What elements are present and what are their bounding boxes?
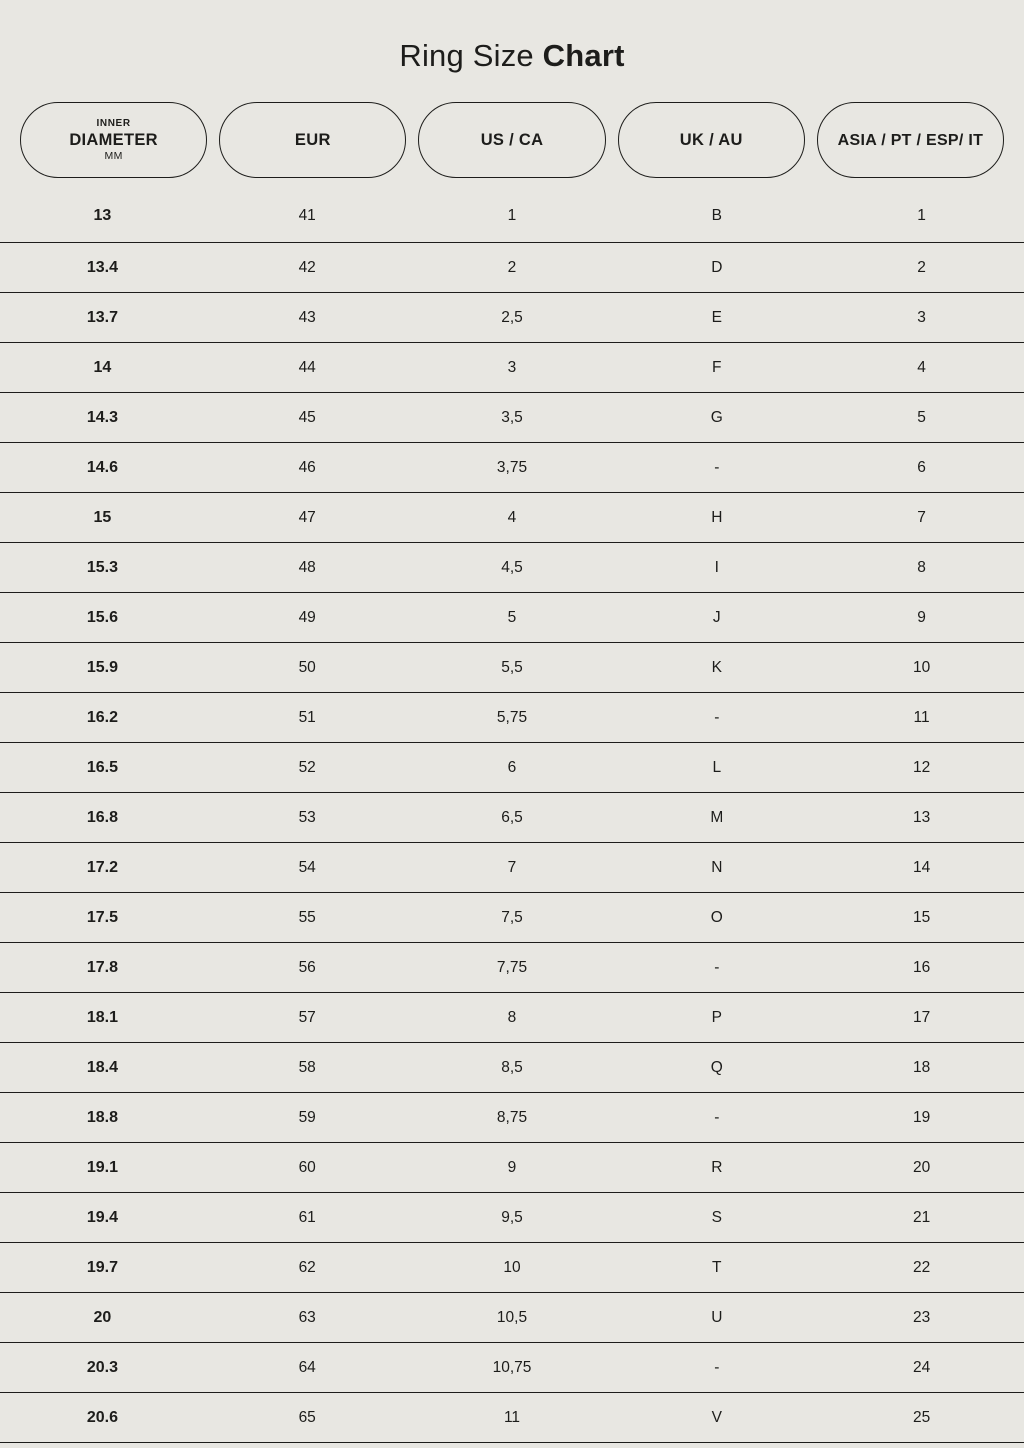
table-cell: 49 [205, 593, 410, 643]
table-cell: 61 [205, 1193, 410, 1243]
table-cell: 5 [410, 593, 615, 643]
table-cell: 50 [205, 643, 410, 693]
ring-size-table [0, 190, 1024, 1443]
table-cell: 44 [205, 343, 410, 393]
table-cell: I [614, 543, 819, 593]
table-cell: 16.2 [0, 693, 205, 743]
table-cell: 14 [0, 343, 205, 393]
table-cell: 56 [205, 943, 410, 993]
table-row [0, 1143, 1024, 1193]
column-header-inner-diameter-unit: MM [104, 149, 123, 162]
column-header-eur [219, 102, 406, 178]
table-row [0, 443, 1024, 493]
table-cell: 52 [205, 743, 410, 793]
table-cell: 13 [0, 190, 205, 243]
table-cell: 43 [205, 293, 410, 343]
table-cell: 7,75 [410, 943, 615, 993]
table-row [0, 1393, 1024, 1443]
table-cell: 53 [205, 793, 410, 843]
table-row [0, 643, 1024, 693]
table-cell: 8 [410, 993, 615, 1043]
table-cell: 3 [410, 343, 615, 393]
table-row [0, 1243, 1024, 1293]
table-cell: 4,5 [410, 543, 615, 593]
table-cell: 42 [205, 243, 410, 293]
table-cell: 41 [205, 190, 410, 243]
table-cell: 7,5 [410, 893, 615, 943]
table-cell: 22 [819, 1243, 1024, 1293]
table-cell: 2,5 [410, 293, 615, 343]
table-cell: 19.7 [0, 1243, 205, 1293]
column-header-asia-pt-esp-it [817, 102, 1004, 178]
column-header-inner-diameter-top: INNER [96, 117, 131, 129]
table-cell: 4 [819, 343, 1024, 393]
table-cell: 20 [819, 1143, 1024, 1193]
table-row [0, 1093, 1024, 1143]
table-cell: D [614, 243, 819, 293]
table-cell: 12 [819, 743, 1024, 793]
table-row [0, 343, 1024, 393]
table-cell: 5 [819, 393, 1024, 443]
table-cell: - [614, 1093, 819, 1143]
table-cell: 3 [819, 293, 1024, 343]
table-row [0, 843, 1024, 893]
table-cell: F [614, 343, 819, 393]
table-cell: 2 [819, 243, 1024, 293]
table-cell: Q [614, 1043, 819, 1093]
table-cell: 25 [819, 1393, 1024, 1443]
table-row [0, 243, 1024, 293]
table-cell: 1 [410, 190, 615, 243]
table-row [0, 293, 1024, 343]
page-title [0, 0, 1024, 74]
table-cell: 18.4 [0, 1043, 205, 1093]
table-cell: 10 [410, 1243, 615, 1293]
ring-size-table-body [0, 190, 1024, 1443]
table-cell: T [614, 1243, 819, 1293]
table-cell: 57 [205, 993, 410, 1043]
table-cell: 15.9 [0, 643, 205, 693]
table-cell: 6 [819, 443, 1024, 493]
table-cell: 14.6 [0, 443, 205, 493]
column-header-inner-diameter [20, 102, 207, 178]
table-cell: U [614, 1293, 819, 1343]
page-title-part2: Chart [542, 38, 625, 73]
table-row [0, 1043, 1024, 1093]
table-cell: 20 [0, 1293, 205, 1343]
table-cell: N [614, 843, 819, 893]
table-cell: O [614, 893, 819, 943]
table-header-row [0, 102, 1024, 178]
table-cell: 18.8 [0, 1093, 205, 1143]
table-cell: 16.8 [0, 793, 205, 843]
column-header-uk-au [618, 102, 805, 178]
table-row [0, 1193, 1024, 1243]
table-cell: E [614, 293, 819, 343]
table-row [0, 993, 1024, 1043]
table-cell: 58 [205, 1043, 410, 1093]
table-cell: 11 [410, 1393, 615, 1443]
table-cell: 7 [819, 493, 1024, 543]
table-cell: 13 [819, 793, 1024, 843]
table-cell: 45 [205, 393, 410, 443]
table-cell: G [614, 393, 819, 443]
page-title-part1: Ring Size [399, 38, 543, 73]
table-cell: 19.1 [0, 1143, 205, 1193]
table-row [0, 693, 1024, 743]
table-cell: M [614, 793, 819, 843]
table-cell: 24 [819, 1343, 1024, 1393]
table-cell: 14 [819, 843, 1024, 893]
table-row [0, 543, 1024, 593]
table-cell: 8,75 [410, 1093, 615, 1143]
table-cell: 17.2 [0, 843, 205, 893]
column-header-asia-pt-esp-it-main: ASIA / PT / ESP/ IT [837, 131, 984, 149]
table-cell: 48 [205, 543, 410, 593]
table-cell: 15.3 [0, 543, 205, 593]
table-cell: B [614, 190, 819, 243]
table-row [0, 593, 1024, 643]
table-cell: H [614, 493, 819, 543]
table-cell: - [614, 443, 819, 493]
table-cell: 16 [819, 943, 1024, 993]
table-cell: 60 [205, 1143, 410, 1193]
table-cell: 9,5 [410, 1193, 615, 1243]
table-cell: 65 [205, 1393, 410, 1443]
table-cell: 46 [205, 443, 410, 493]
table-row [0, 743, 1024, 793]
table-cell: 5,75 [410, 693, 615, 743]
table-cell: 47 [205, 493, 410, 543]
table-cell: 59 [205, 1093, 410, 1143]
table-row [0, 1343, 1024, 1393]
table-cell: 63 [205, 1293, 410, 1343]
table-cell: - [614, 693, 819, 743]
column-header-inner-diameter-main: DIAMETER [69, 130, 158, 149]
table-row [0, 793, 1024, 843]
table-cell: 8 [819, 543, 1024, 593]
table-cell: 9 [410, 1143, 615, 1193]
table-cell: 11 [819, 693, 1024, 743]
table-cell: P [614, 993, 819, 1043]
table-cell: 14.3 [0, 393, 205, 443]
table-cell: 19 [819, 1093, 1024, 1143]
column-header-uk-au-main: UK / AU [679, 131, 743, 149]
table-cell: 54 [205, 843, 410, 893]
table-cell: V [614, 1393, 819, 1443]
table-cell: 18.1 [0, 993, 205, 1043]
table-cell: J [614, 593, 819, 643]
table-cell: 17 [819, 993, 1024, 1043]
column-header-us-ca-main: US / CA [480, 131, 544, 149]
table-cell: 10,75 [410, 1343, 615, 1393]
table-cell: 2 [410, 243, 615, 293]
table-cell: 16.5 [0, 743, 205, 793]
table-cell: 20.6 [0, 1393, 205, 1443]
table-cell: K [614, 643, 819, 693]
table-cell: S [614, 1193, 819, 1243]
table-cell: 7 [410, 843, 615, 893]
table-cell: 4 [410, 493, 615, 543]
table-cell: 5,5 [410, 643, 615, 693]
table-cell: R [614, 1143, 819, 1193]
table-cell: 15 [819, 893, 1024, 943]
table-cell: 64 [205, 1343, 410, 1393]
table-row [0, 943, 1024, 993]
table-cell: L [614, 743, 819, 793]
table-cell: 15 [0, 493, 205, 543]
table-cell: 55 [205, 893, 410, 943]
table-cell: 15.6 [0, 593, 205, 643]
table-cell: 13.4 [0, 243, 205, 293]
table-cell: 13.7 [0, 293, 205, 343]
table-cell: 9 [819, 593, 1024, 643]
table-cell: 18 [819, 1043, 1024, 1093]
table-cell: 10,5 [410, 1293, 615, 1343]
table-row [0, 1293, 1024, 1343]
table-row [0, 493, 1024, 543]
table-cell: 6 [410, 743, 615, 793]
table-cell: 17.5 [0, 893, 205, 943]
table-cell: - [614, 943, 819, 993]
column-header-us-ca [418, 102, 605, 178]
table-cell: 62 [205, 1243, 410, 1293]
table-cell: 21 [819, 1193, 1024, 1243]
table-cell: - [614, 1343, 819, 1393]
table-cell: 1 [819, 190, 1024, 243]
table-row [0, 393, 1024, 443]
table-cell: 6,5 [410, 793, 615, 843]
table-cell: 3,5 [410, 393, 615, 443]
table-cell: 19.4 [0, 1193, 205, 1243]
table-row [0, 190, 1024, 243]
table-cell: 23 [819, 1293, 1024, 1343]
table-cell: 51 [205, 693, 410, 743]
table-cell: 20.3 [0, 1343, 205, 1393]
table-row [0, 893, 1024, 943]
table-cell: 3,75 [410, 443, 615, 493]
table-cell: 8,5 [410, 1043, 615, 1093]
table-cell: 10 [819, 643, 1024, 693]
column-header-eur-main: EUR [294, 131, 331, 149]
table-cell: 17.8 [0, 943, 205, 993]
